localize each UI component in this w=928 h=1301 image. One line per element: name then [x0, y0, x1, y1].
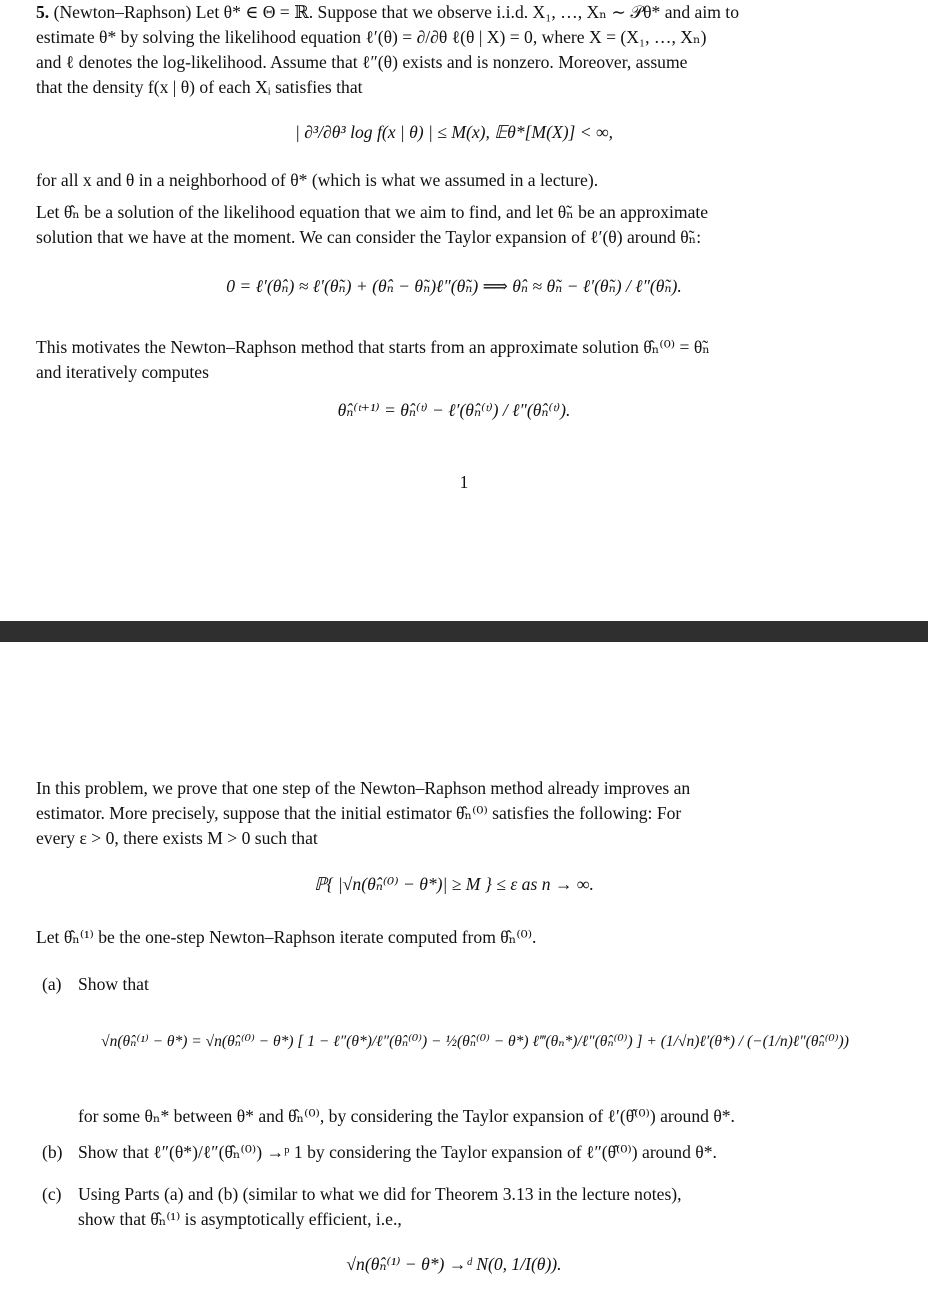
part-a — [0, 972, 928, 1002]
equation-tightness: ℙ{ |√n(θ̂ₙ⁽⁰⁾ − θ*)| ≥ M } ≤ ε as n → ∞. — [314, 874, 594, 894]
problem-intro-line-2: estimate θ* by solving the likelihood equation ℓ′(θ) = ∂/∂θ ℓ(θ | X) = 0, where X = (X₁, …, Xₙ) — [36, 27, 707, 47]
equation-part-c: √n(θ̂ₙ⁽¹⁾ − θ*) →ᵈ N(0, 1/I(θ)). — [346, 1254, 562, 1274]
motivation-line-1: This motivates the Newton–Raphson method that starts from an approximate solution θ̂ₙ⁽⁰⁾ = θ̃ₙ — [36, 337, 710, 357]
part-b-text: Show that ℓ″(θ*)/ℓ″(θ̂ₙ⁽⁰⁾) →ᵖ 1 by considering the Taylor expansion of ℓ″(θ̂⁽⁰⁾) around θ*. — [78, 1142, 717, 1162]
taylor-line-1: Let θ̂ₙ be a solution of the likelihood equation that we aim to find, and let θ̃ₙ be an approximate — [36, 202, 709, 222]
page-separator — [0, 621, 928, 642]
equation-third-derivative-bound: | ∂³/∂θ³ log f(x | θ) | ≤ M(x), 𝔼θ*[M(X)] < ∞, — [294, 122, 614, 142]
taylor-line-2: solution that we have at the moment. We can consider the Taylor expansion of ℓ′(θ) around θ̃ₙ: — [36, 227, 702, 247]
claim-line-2: estimator. More precisely, suppose that the initial estimator θ̂ₙ⁽⁰⁾ satisfies the following: For — [36, 803, 682, 823]
part-c-label: (c) — [42, 1184, 62, 1204]
taylor-paragraph — [36, 200, 872, 250]
claim-line-1: In this problem, we prove that one step of the Newton–Raphson method already improves an — [36, 778, 691, 798]
problem-number: 5. — [36, 2, 50, 22]
part-b-label: (b) — [42, 1142, 63, 1162]
problem-intro-line-3: and ℓ denotes the log-likelihood. Assume that ℓ″(θ) exists and is nonzero. Moreover, assume — [36, 52, 688, 72]
neighborhood-line: for all x and θ in a neighborhood of θ* (which is what we assumed in a lecture). — [36, 170, 599, 190]
part-c — [0, 1182, 928, 1242]
motivation-paragraph — [36, 335, 872, 385]
problem-intro-line-4: that the density f(x | θ) of each Xᵢ satisfies that — [36, 77, 363, 97]
equation-part-a: √n(θ̂ₙ⁽¹⁾ − θ*) = √n(θ̂ₙ⁽⁰⁾ − θ*) [ 1 − ℓ″(θ*)/ℓ″(θ̂ₙ⁽⁰⁾) − ½(θ̂ₙ⁽⁰⁾ − θ*) ℓ‴(θₙ*)/ℓ″(θ̂ₙ⁽⁰⁾) ] + (1/√n)ℓ′(θ*) / (−(1/n)ℓ″(θ̂ₙ⁽⁰⁾)) — [101, 1033, 849, 1050]
page-number: 1 — [459, 472, 469, 492]
part-c-text — [78, 1182, 874, 1232]
part-c-line-2: show that θ̂ₙ⁽¹⁾ is asymptotically efficient, i.e., — [78, 1209, 402, 1229]
part-c-line-1: Using Parts (a) and (b) (similar to what we did for Theorem 3.13 in the lecture notes), — [78, 1184, 682, 1204]
problem-intro-line-1: 5. (Newton–Raphson) Let θ* ∈ Θ = ℝ. Suppose that we observe i.i.d. X₁, …, Xₙ ∼ 𝒫θ* and aim to — [36, 2, 739, 22]
part-a-text: Show that — [78, 974, 149, 994]
equation-newton-iteration: θ̂ₙ⁽ᵗ⁺¹⁾ = θ̂ₙ⁽ᵗ⁾ − ℓ′(θ̂ₙ⁽ᵗ⁾) / ℓ″(θ̂ₙ⁽ᵗ⁾). — [337, 400, 571, 420]
claim-paragraph — [36, 776, 872, 851]
claim-line-3: every ε > 0, there exists M > 0 such that — [36, 828, 318, 848]
part-a-label: (a) — [42, 974, 62, 994]
equation-taylor-expansion: 0 = ℓ′(θ̂ₙ) ≈ ℓ′(θ̃ₙ) + (θ̂ₙ − θ̃ₙ)ℓ″(θ̃ₙ) ⟹ θ̂ₙ ≈ θ̃ₙ − ℓ′(θ̃ₙ) / ℓ″(θ̃ₙ). — [226, 276, 682, 296]
motivation-line-2: and iteratively computes — [36, 362, 209, 382]
page-bottom — [0, 642, 928, 1301]
page-top — [0, 0, 928, 620]
problem-intro — [36, 0, 872, 100]
part-b — [0, 1140, 928, 1170]
part-a-after: for some θₙ* between θ* and θ̂ₙ⁽⁰⁾, by considering the Taylor expansion of ℓ′(θ̂⁽⁰⁾) around θ*. — [78, 1106, 735, 1126]
onestep-line: Let θ̂ₙ⁽¹⁾ be the one-step Newton–Raphson iterate computed from θ̂ₙ⁽⁰⁾. — [36, 927, 537, 947]
